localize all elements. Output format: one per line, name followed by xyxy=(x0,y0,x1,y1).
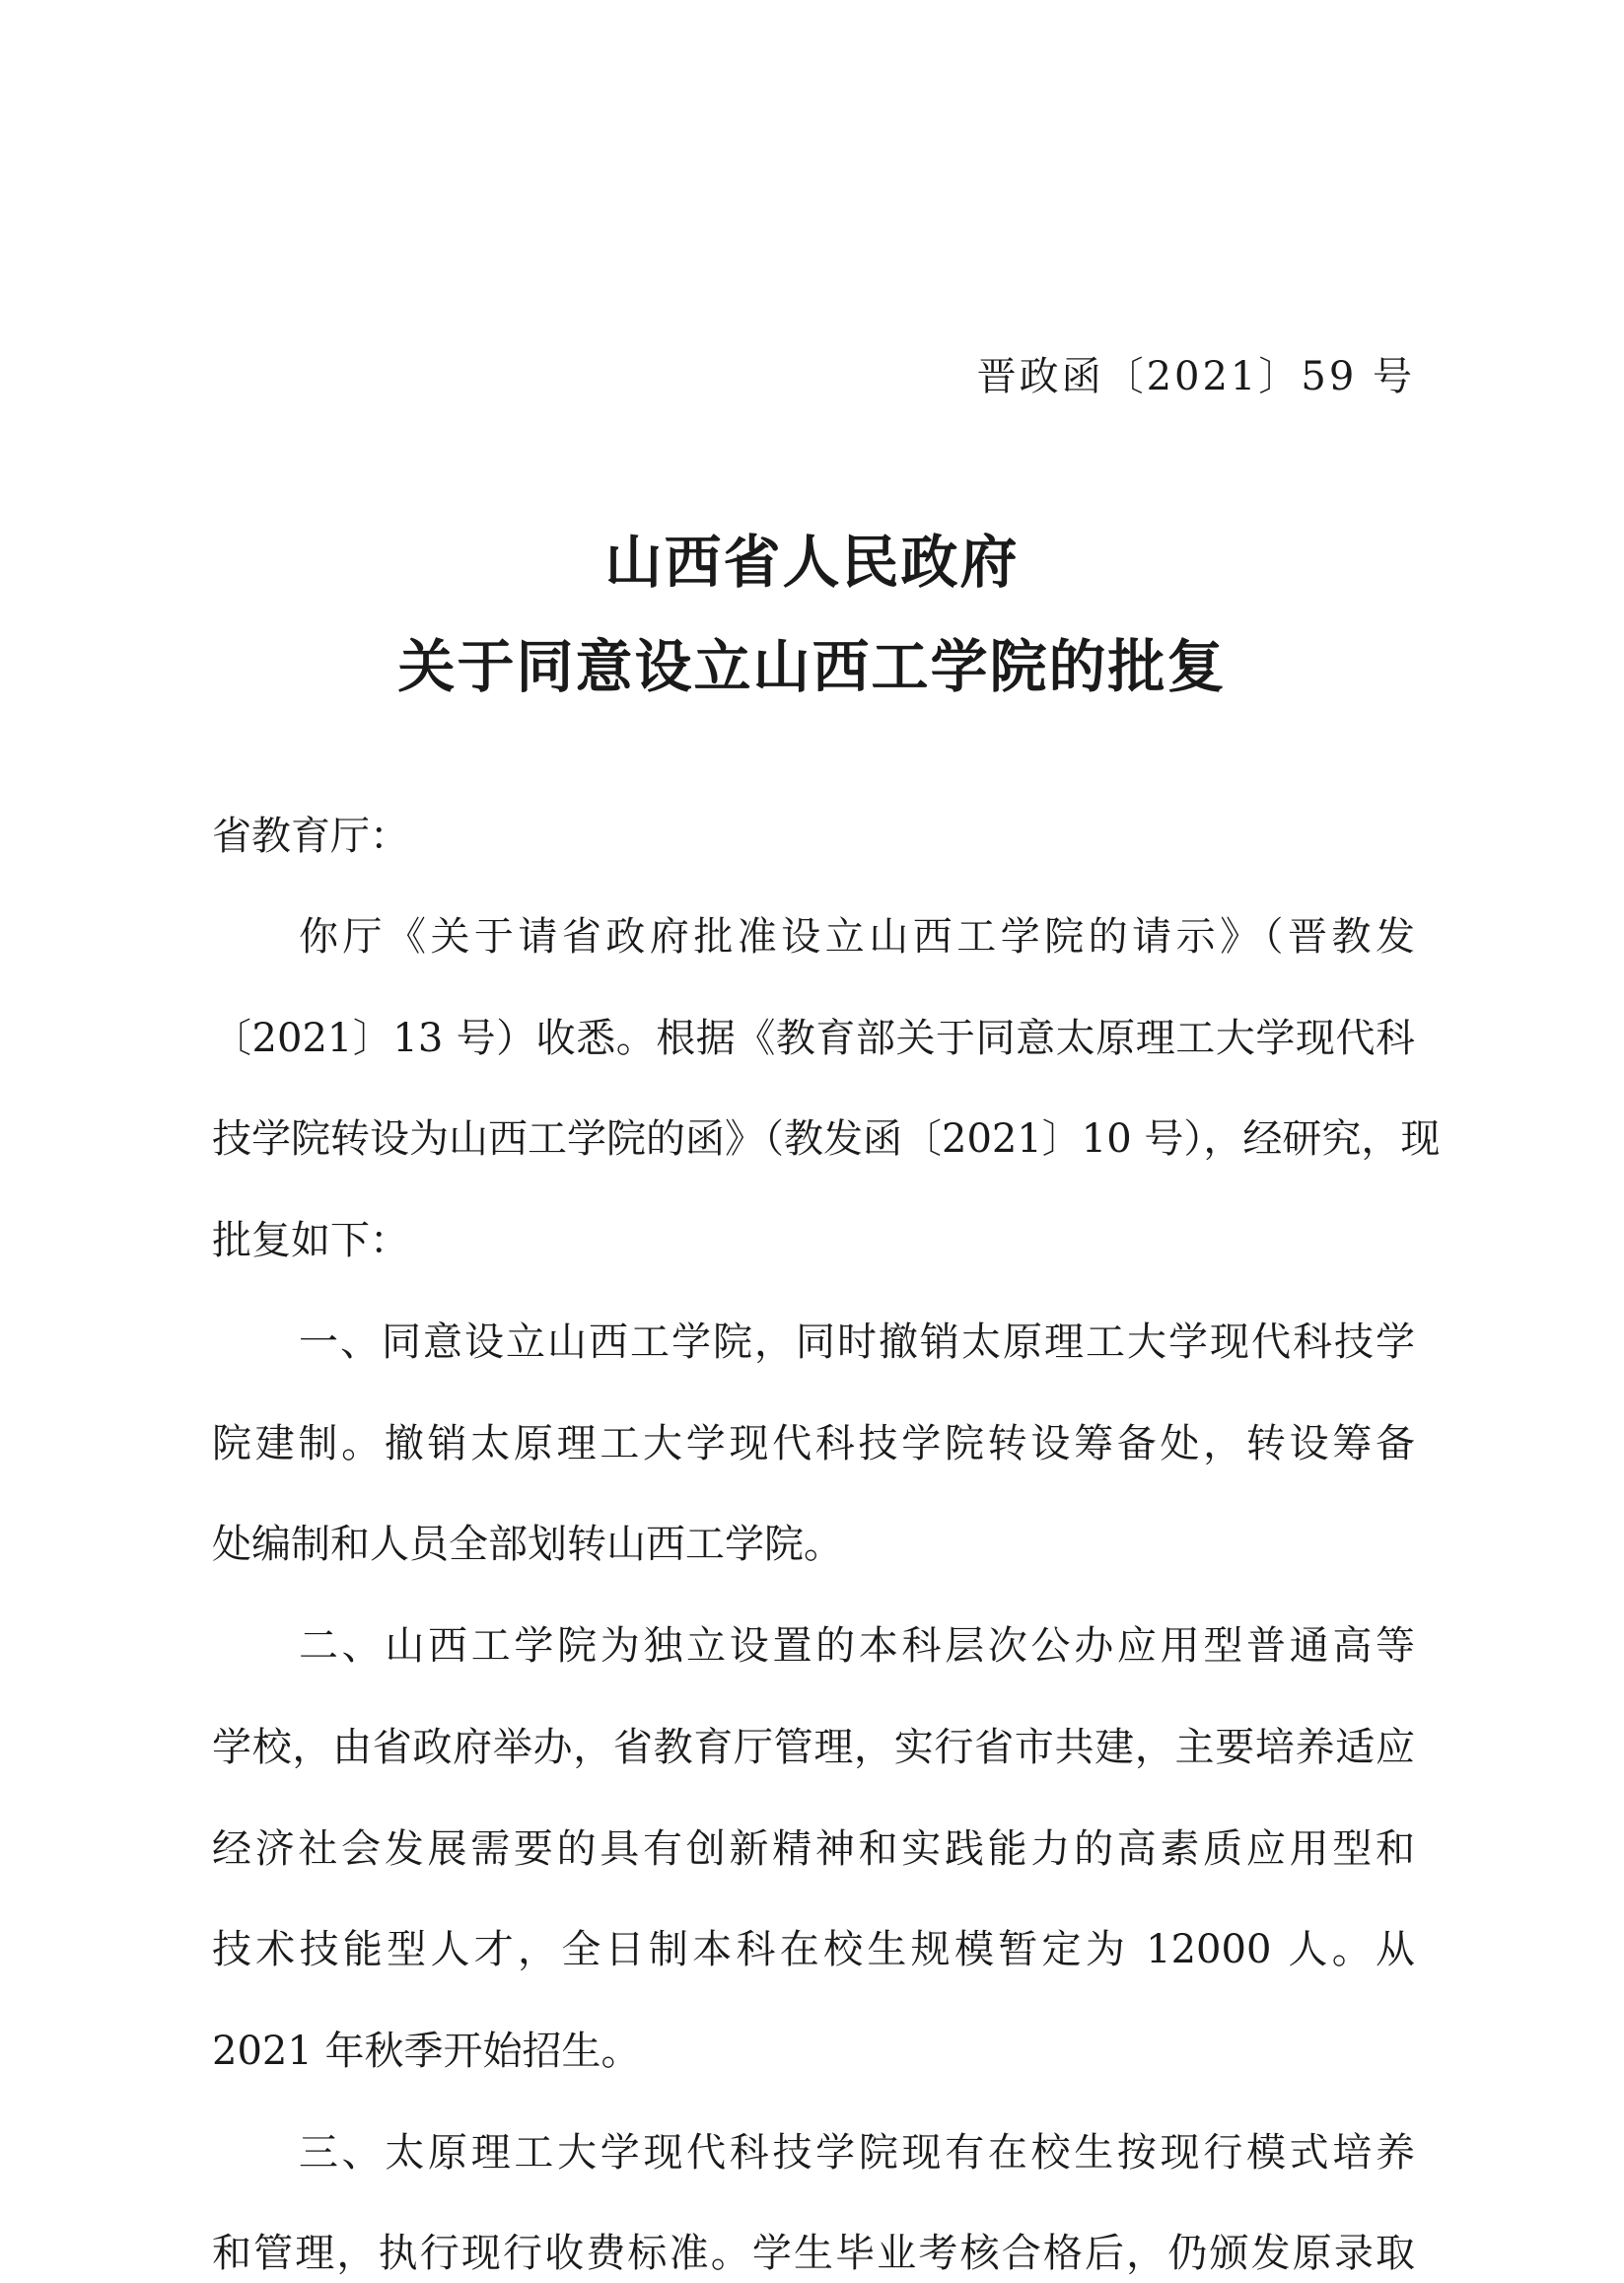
paragraph-line: 三、太原理工大学现代科技学院现有在校生按现行模式培养 xyxy=(299,2130,1415,2176)
paragraph-line: 2021 年秋季开始招生。 xyxy=(212,2029,641,2074)
paragraph-line: 经济社会发展需要的具有创新精神和实践能力的高素质应用型和 xyxy=(212,1826,1415,1872)
paragraph-line: 技学院转设为山西工学院的函》（教发函〔2021〕10 号），经研究，现 xyxy=(212,1116,1441,1162)
paragraph-line: 〔2021〕13 号）收悉。根据《教育部关于同意太原理工大学现代科 xyxy=(212,1016,1415,1061)
paragraph-line: 一、同意设立山西工学院，同时撤销太原理工大学现代科技学 xyxy=(299,1320,1415,1365)
addressee: 省教育厅： xyxy=(212,814,409,859)
paragraph-line: 院建制。撤销太原理工大学现代科技学院转设筹备处，转设筹备 xyxy=(212,1421,1415,1466)
paragraph-line: 和管理，执行现行收费标准。学生毕业考核合格后，仍颁发原录取 xyxy=(212,2231,1415,2276)
document-number: 晋政函〔2021〕59 号 xyxy=(976,354,1415,399)
document-title-line-1: 山西省人民政府 xyxy=(604,529,1020,596)
paragraph-line: 技术技能型人才，全日制本科在校生规模暂定为 12000 人。从 xyxy=(212,1927,1415,1972)
paragraph-line: 学校，由省政府举办，省教育厅管理，实行省市共建，主要培养适应 xyxy=(212,1725,1415,1770)
paragraph-line: 二、山西工学院为独立设置的本科层次公办应用型普通高等 xyxy=(299,1623,1415,1669)
paragraph-line: 处编制和人员全部划转山西工学院。 xyxy=(212,1522,843,1567)
document-title-line-2: 关于同意设立山西工学院的批复 xyxy=(397,633,1227,700)
paragraph-line: 你厅《关于请省政府批准设立山西工学院的请示》（晋教发 xyxy=(299,914,1415,960)
paragraph-line: 批复如下： xyxy=(212,1218,409,1263)
